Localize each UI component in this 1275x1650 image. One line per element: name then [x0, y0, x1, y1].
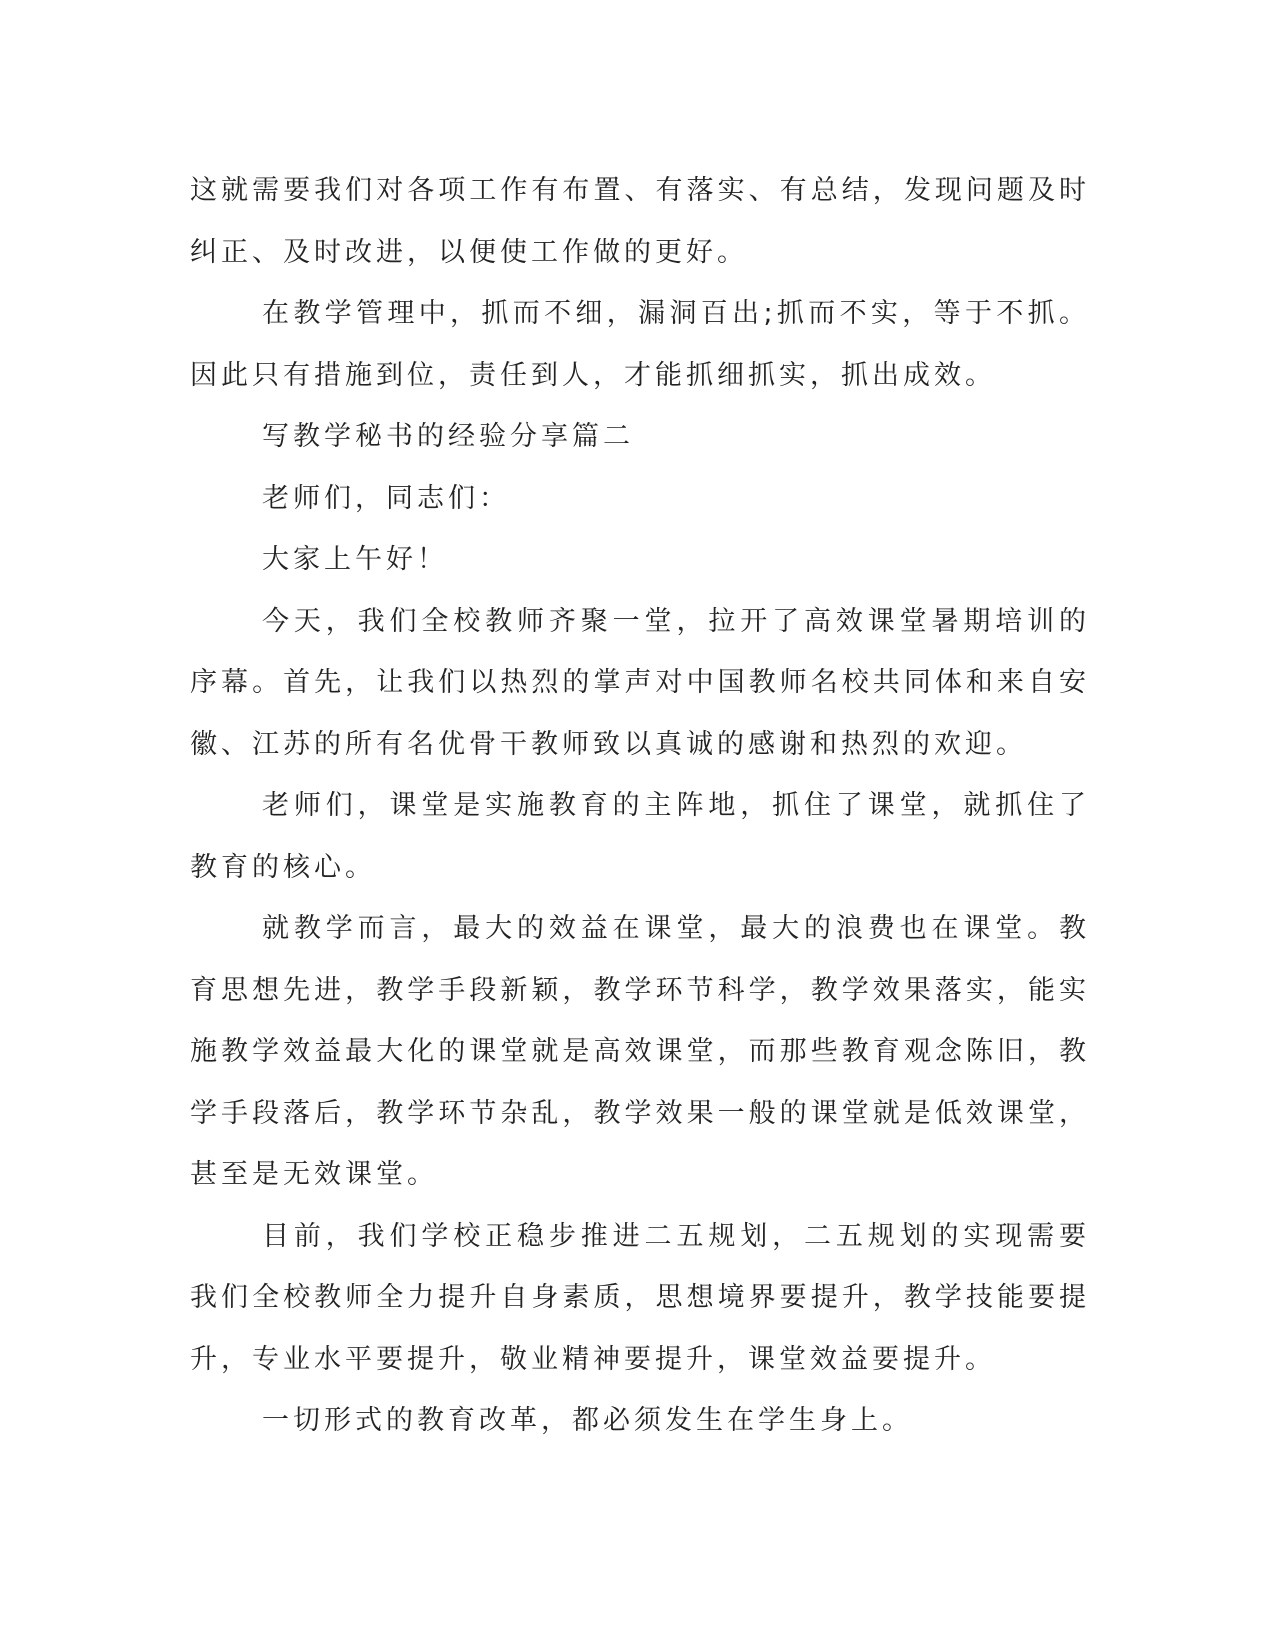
paragraph-2: 在教学管理中，抓而不细，漏洞百出;抓而不实，等于不抓。因此只有措施到位，责任到人，才能抓细抓实，抓出成效。: [190, 298, 1090, 391]
section-heading: 写教学秘书的经验分享篇二: [262, 421, 634, 452]
paragraph-9: 目前，我们学校正稳步推进二五规划，二五规划的实现需要我们全校教师全力提升自身素质，思想境界要提升，教学技能要提升，专业水平要提升，敬业精神要提升，课堂效益要提升。: [190, 1220, 1090, 1375]
paragraph-7: 老师们，课堂是实施教育的主阵地，抓住了课堂，就抓住了教育的核心。: [190, 790, 1090, 883]
paragraph-6: 今天，我们全校教师齐聚一堂，拉开了高效课堂暑期培训的序幕。首先，让我们以热烈的掌声对中国教师名校共同体和来自安徽、江苏的所有名优骨干教师致以真诚的感谢和热烈的欢迎。: [190, 605, 1090, 760]
paragraph-1: 这就需要我们对各项工作有布置、有落实、有总结，发现问题及时纠正、及时改进，以便使工作做的更好。: [190, 175, 1090, 268]
paragraph-10: 一切形式的教育改革，都必须发生在学生身上。: [262, 1405, 913, 1436]
document-body: [190, 160, 1090, 1452]
greeting: 大家上午好！: [262, 544, 448, 575]
salutation: 老师们，同志们：: [262, 482, 510, 514]
paragraph-8: 就教学而言，最大的效益在课堂，最大的浪费也在课堂。教育思想先进，教学手段新颖，教学环节科学，教学效果落实，能实施教学效益最大化的课堂就是高效课堂，而那些教育观念陈旧，教学手段落后，教学环节杂乱，教学效果一般的课堂就是低效课堂，甚至是无效课堂。: [190, 913, 1090, 1190]
